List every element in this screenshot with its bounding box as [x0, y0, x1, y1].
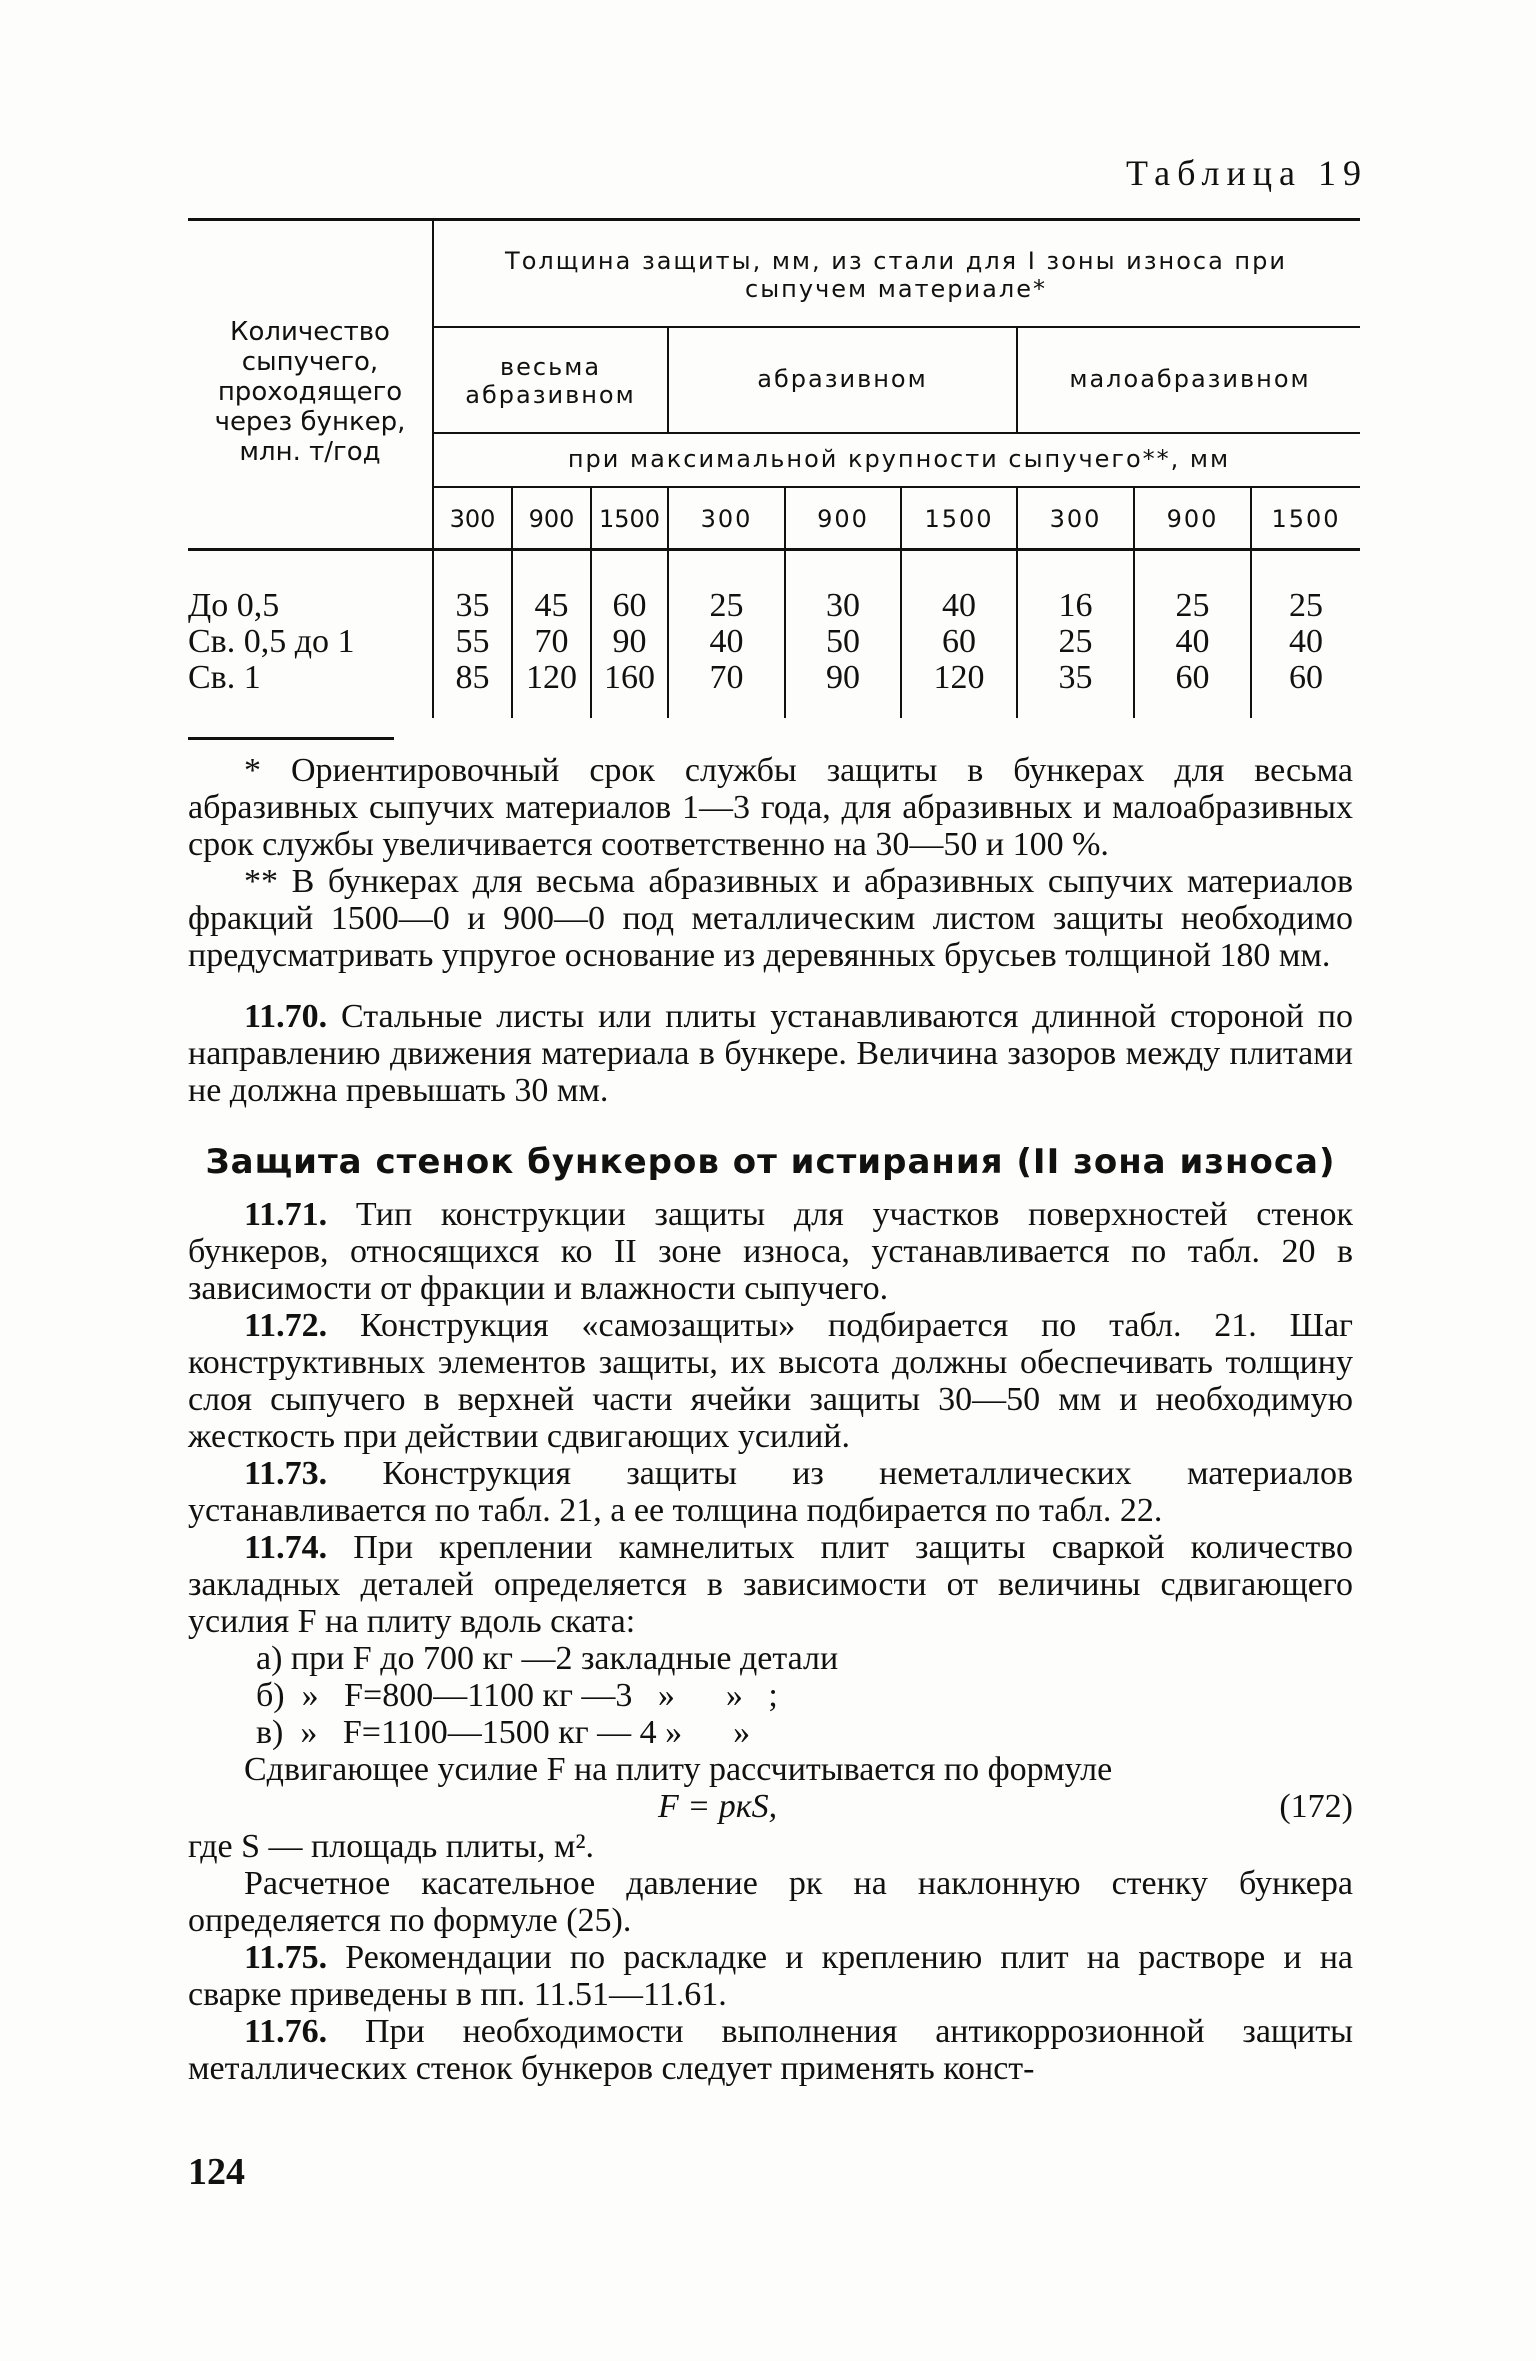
table-col-rule: [1016, 326, 1018, 432]
table-top-rule: [188, 218, 1360, 221]
table-cell: 70: [534, 623, 569, 660]
footnote-1: * Ориентировочный срок службы защиты в бункерах для весьма абразивных сыпучих материалов 1—3 года, для абразивных и малоабразивных срок службы увеличивается соответственно на 30—50 и 100 %.: [188, 752, 1353, 863]
paragraph-text: Стальные листы или плиты устанавливаются длинной стороной по направлению движения материала в бункере. Величина зазоров между плитами не должна превышать 30 мм.: [188, 998, 1353, 1109]
table-cell: 55: [455, 623, 490, 660]
paragraph-number: 11.76.: [244, 2013, 328, 2050]
formula-line: [188, 1788, 1353, 1828]
list-item: а) при F до 700 кг —2 закладные детали: [256, 1640, 839, 1677]
paragraph-number: 11.72.: [244, 1307, 328, 1344]
data-column: [434, 588, 511, 696]
table-rule: [432, 486, 1360, 488]
list-item: в) » F=1100—1500 кг — 4 » »: [256, 1714, 751, 1751]
table-cell: 50: [826, 623, 860, 660]
paragraph-11-73: [188, 1455, 1353, 1529]
table-col-rule: [667, 326, 669, 432]
data-column: [592, 588, 667, 696]
paragraph-number: 11.71.: [244, 1196, 328, 1233]
size-col-header: 300: [1049, 505, 1102, 533]
size-header: при максимальной крупности сыпучего**, мм: [567, 445, 1231, 473]
top-header: Толщина защиты, мм, из стали для I зоны износа при сыпучем материале*: [505, 247, 1287, 303]
size-col-header: 1500: [924, 505, 994, 533]
table-cell: 90: [826, 659, 860, 696]
paragraph-number: 11.75.: [244, 1939, 328, 1976]
size-col-header: 1500: [1271, 505, 1341, 533]
pressure-line: Расчетное касательное давление pк на наклонную стенку бункера определяется по формуле (25).: [188, 1865, 1353, 1939]
paragraph-11-71: [188, 1196, 1353, 1307]
size-col-header: 300: [449, 505, 496, 533]
table-cell: 40: [942, 587, 976, 624]
list-item: б) » F=800—1100 кг —3 » » ;: [256, 1677, 778, 1714]
table-cell: 30: [826, 587, 860, 624]
table-cell: 35: [1058, 659, 1093, 696]
size-col-header: 300: [700, 505, 753, 533]
material-header-very-abrasive: весьма абразивном: [465, 353, 636, 409]
size-col-header: 900: [528, 505, 575, 533]
table-cell: 16: [1058, 587, 1093, 624]
formula-number: (172): [1279, 1788, 1353, 1825]
data-column: [1135, 588, 1250, 696]
table-cell: 35: [455, 587, 490, 624]
table-cell: 25: [1289, 587, 1323, 624]
paragraph-11-76: [188, 2013, 1353, 2087]
page-number: 124: [188, 2151, 245, 2193]
table-header-bottom-rule: [188, 548, 1360, 551]
paragraph-11-75: [188, 1939, 1353, 2013]
footnotes-block: [188, 752, 1353, 1109]
paragraph-number: 11.70.: [244, 998, 328, 1035]
data-column: [786, 588, 900, 696]
paragraph-11-70: [188, 998, 1353, 1109]
table-cell: 160: [604, 659, 655, 696]
row-label: Св. 0,5 до 1: [188, 623, 355, 660]
data-column: [1252, 588, 1360, 696]
size-col-header: 900: [1166, 505, 1219, 533]
row-labels: [188, 588, 428, 696]
section-heading: Защита стенок бункеров от истирания (II зона износа): [205, 1142, 1336, 1182]
table-cell: 70: [709, 659, 744, 696]
data-column: [1018, 588, 1133, 696]
table-cell: 40: [709, 623, 744, 660]
table-cell: 85: [455, 659, 490, 696]
material-header-low-abrasive: малоабразивном: [1069, 365, 1311, 393]
row-label: До 0,5: [188, 587, 280, 624]
where-line: где S — площадь плиты, м².: [188, 1828, 595, 1865]
table-cell: 120: [526, 659, 577, 696]
paragraph-text: Рекомендации по раскладке и креплению плит на растворе и на сварке приведены в пп. 11.51—11.61.: [188, 1939, 1354, 2013]
body-block: [188, 1196, 1353, 2087]
table-cell: 120: [933, 659, 985, 696]
table-cell: 60: [942, 623, 976, 660]
material-header-abrasive: абразивном: [757, 365, 928, 393]
table-cell: 60: [1289, 659, 1323, 696]
table-cell: 60: [612, 587, 647, 624]
paragraph-text: При необходимости выполнения антикоррозионной защиты металлических стенок бункеров следует применять конст-: [188, 2013, 1354, 2087]
row-label: Св. 1: [188, 659, 261, 696]
table-cell: 90: [612, 623, 647, 660]
paragraph-text: При креплении камнелитых плит защиты сваркой количество закладных деталей определяется в зависимости от величины сдвигающего усилия F на плиту вдоль ската:: [188, 1529, 1353, 1640]
table-cell: 45: [534, 587, 569, 624]
paragraph-number: 11.73.: [244, 1455, 328, 1492]
paragraph-11-74: [188, 1529, 1353, 1640]
size-col-header: 900: [817, 505, 869, 533]
paragraph-11-72: [188, 1307, 1353, 1455]
table-rule: [432, 432, 1360, 434]
paragraph-text: Тип конструкции защиты для участков поверхностей стенок бункеров, относящихся ко II зоне износа, устанавливается по табл. 20 в зависимости от фракции и влажности сыпучего.: [188, 1196, 1354, 1307]
row-header: Количество сыпучего, проходящего через бункер, млн. т/год: [214, 317, 406, 467]
table-cell: 40: [1175, 623, 1210, 660]
paragraph-text: Конструкция защиты из неметаллических материалов устанавливается по табл. 21, а ее толщина подбирается по табл. 22.: [188, 1455, 1354, 1529]
force-line: Сдвигающее усилие F на плиту рассчитывается по формуле: [244, 1751, 1113, 1788]
data-column: [902, 588, 1016, 696]
table-cell: 25: [709, 587, 744, 624]
table-cell: 40: [1289, 623, 1323, 660]
data-column: [513, 588, 590, 696]
data-column: [669, 588, 784, 696]
thickness-table: [188, 218, 1360, 738]
footnote-rule: [188, 737, 394, 740]
formula: F = pкS,: [658, 1788, 778, 1825]
table-cell: 25: [1058, 623, 1093, 660]
table-rule: [432, 326, 1360, 328]
table-caption: Таблица 19: [1126, 153, 1368, 193]
footnote-2: ** В бункерах для весьма абразивных и абразивных сыпучих материалов фракций 1500—0 и 900—0 под металлическим листом защиты необходимо предусматривать упругое основание из деревянных брусьев толщиной 180 мм.: [188, 863, 1353, 974]
table-cell: 60: [1175, 659, 1210, 696]
table-cell: 25: [1175, 587, 1210, 624]
paragraph-text: Конструкция «самозащиты» подбирается по табл. 21. Шаг конструктивных элементов защиты, их высота должны обеспечивать толщину слоя сыпучего в верхней части ячейки защиты 30—50 мм и необходимую жесткость при действии сдвигающих усилий.: [188, 1307, 1353, 1455]
size-col-header: 1500: [598, 505, 661, 533]
paragraph-number: 11.74.: [244, 1529, 328, 1566]
